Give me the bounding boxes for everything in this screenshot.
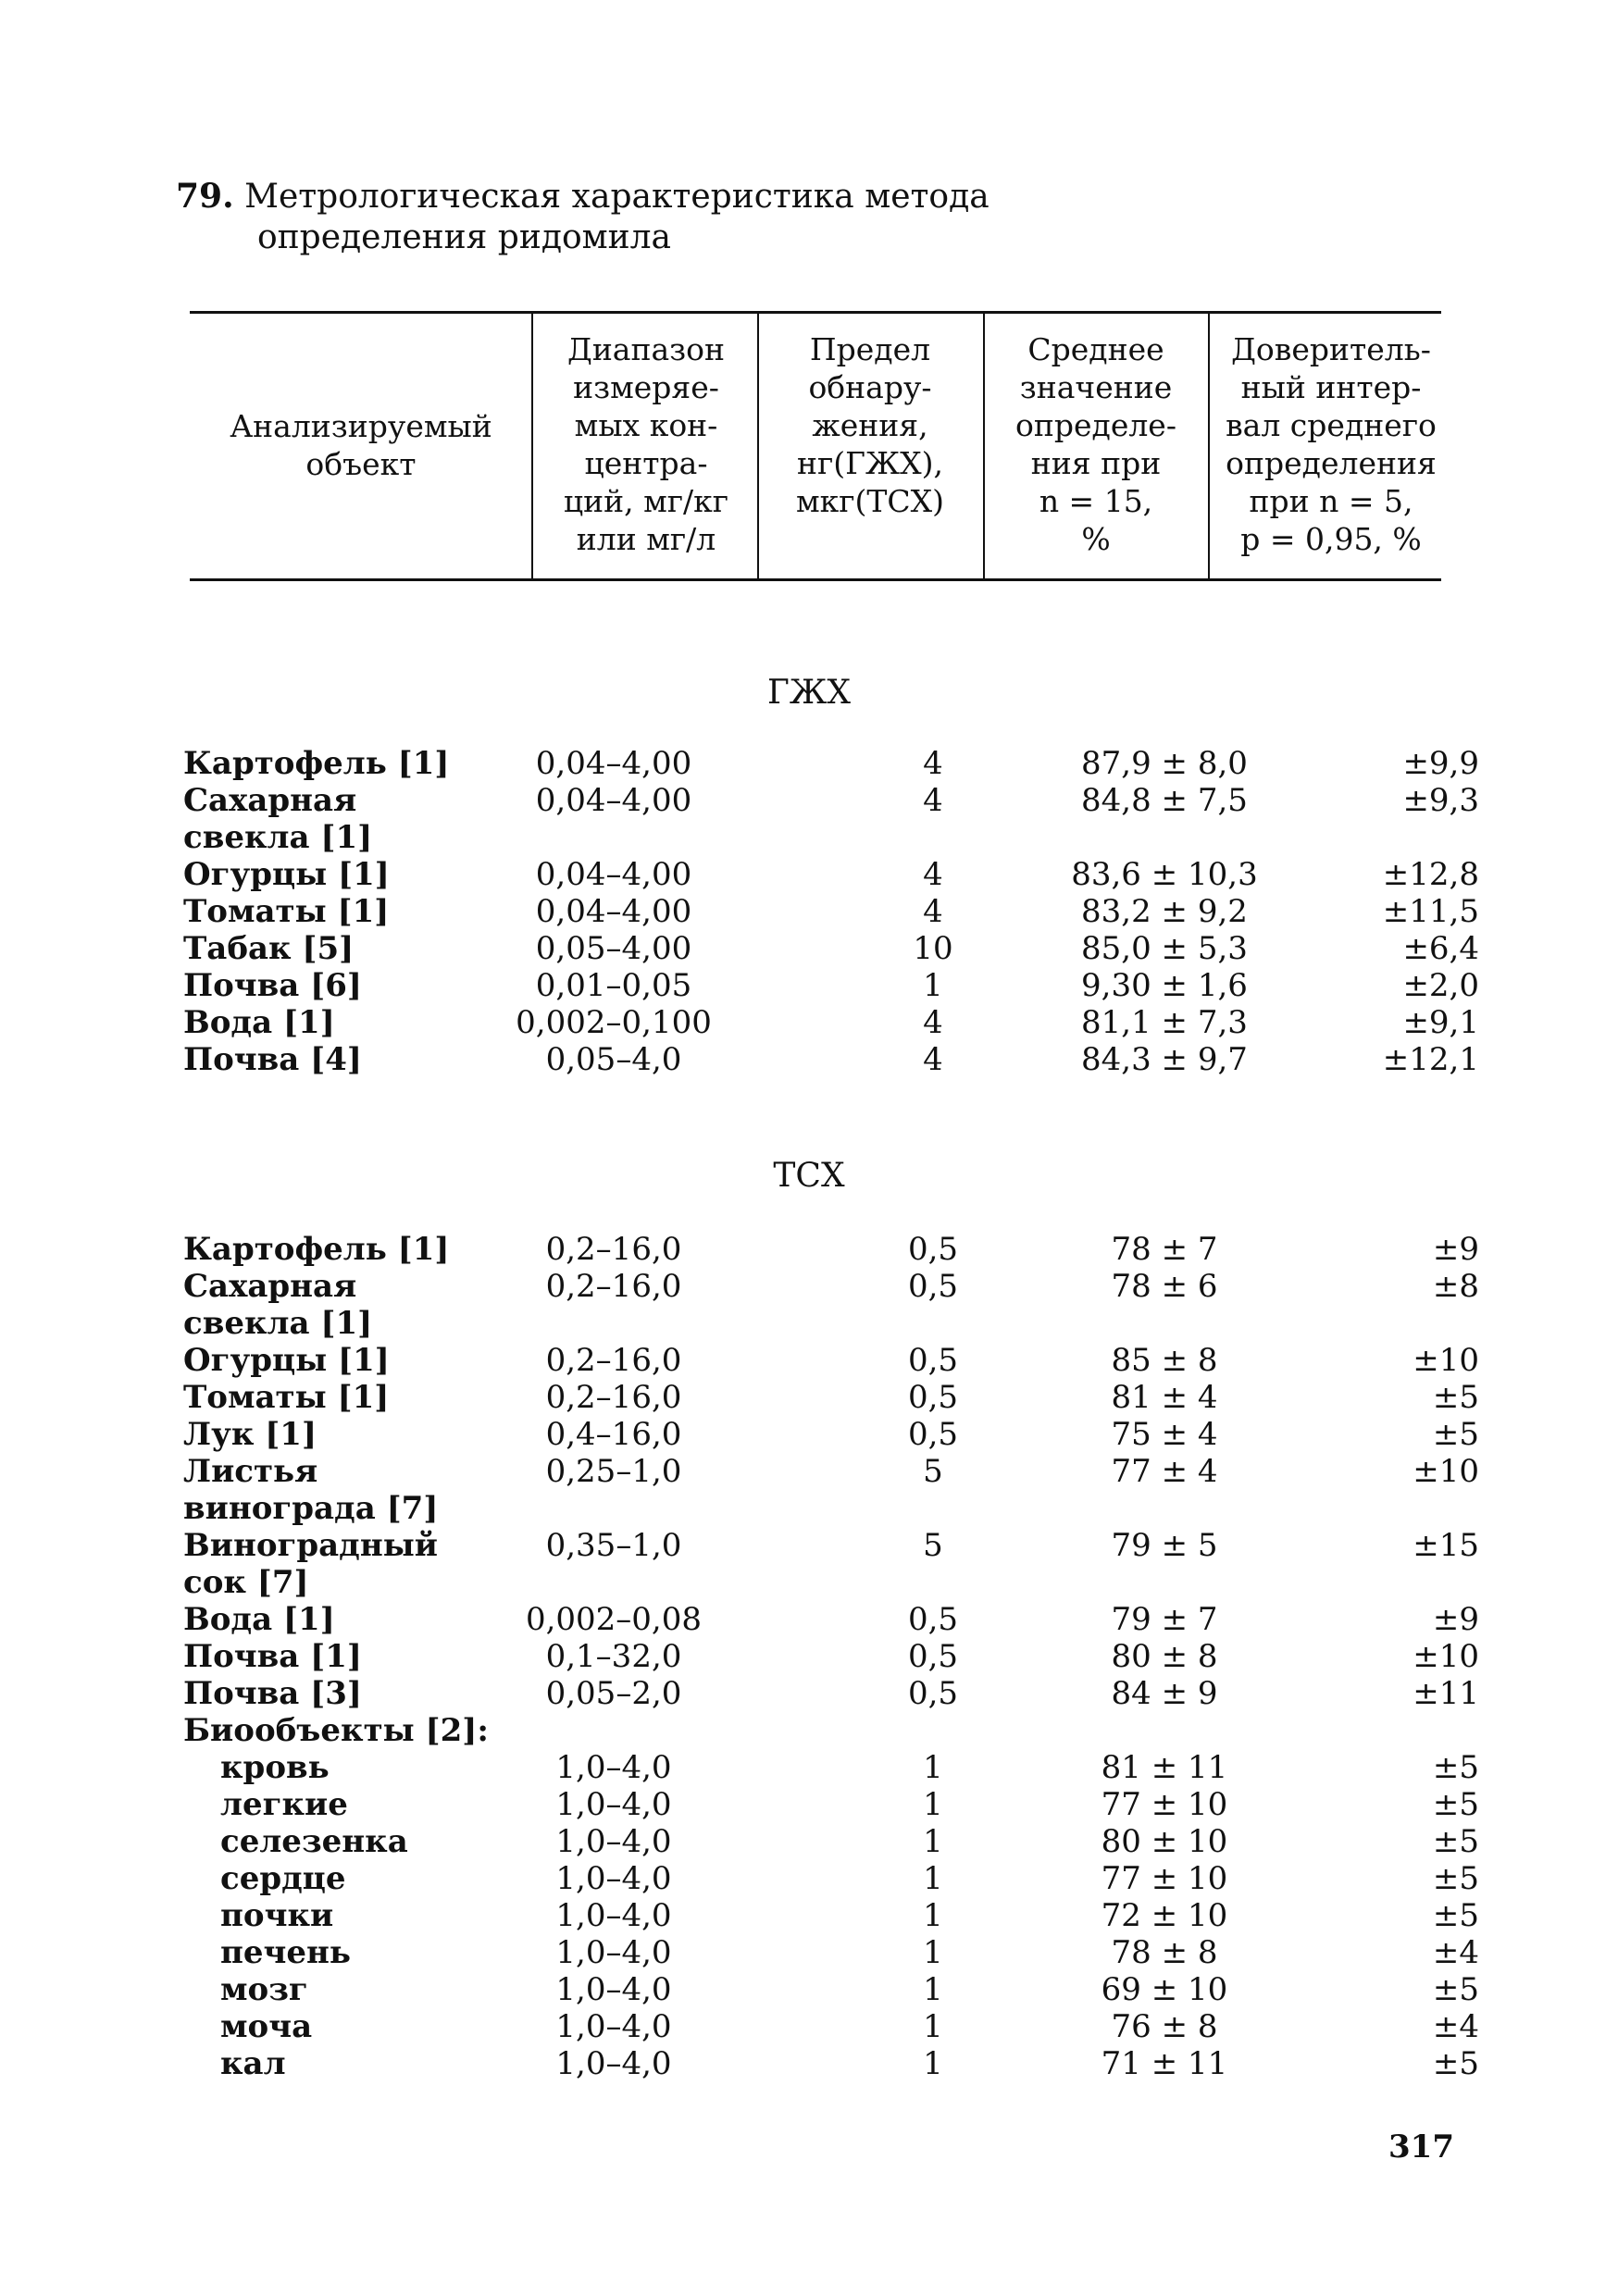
cell-object: Виноградный [183,1527,439,1564]
cell-mean: 81,1 ± 7,3 [1081,1004,1248,1041]
header-line: объект [305,446,417,482]
cell-limit: 1 [923,967,943,1004]
cell-confidence: ±12,8 [1382,856,1479,893]
cell-limit: 4 [923,745,943,782]
cell-object: Томаты [1] [183,1379,390,1416]
cell-object: Картофель [1] [183,1231,450,1268]
cell-limit: 0,5 [907,1379,959,1416]
cell-range: 1,0–4,0 [555,2045,672,2082]
cell-range: 1,0–4,0 [555,1934,672,1971]
header-line: определе- [1014,407,1176,443]
cell-confidence: ±4 [1432,2008,1479,2045]
cell-confidence: ±11,5 [1382,893,1479,930]
header-line: определения [1226,445,1437,481]
cell-mean: 81 ± 4 [1111,1379,1218,1416]
cell-mean: 71 ± 11 [1101,2045,1228,2082]
cell-range: 0,1–32,0 [545,1638,682,1675]
table-row [183,1971,1479,2008]
cell-limit: 10 [913,930,953,967]
header-line: Анализируемый [230,408,492,444]
cell-limit: 1 [923,1934,943,1971]
cell-mean: 78 ± 6 [1111,1268,1218,1305]
table-row [183,1601,1479,1638]
cell-object: Табак [5] [183,930,355,967]
cell-limit: 4 [923,1041,943,1078]
table-row [183,1712,1479,1749]
cell-range: 0,05–2,0 [545,1675,682,1712]
table-row [183,1490,1479,1527]
cell-object: Вода [1] [183,1601,335,1638]
cell-confidence: ±10 [1413,1638,1479,1675]
cell-limit: 1 [923,1749,943,1786]
table-row [183,1305,1479,1342]
cell-object: свекла [1] [183,1305,373,1342]
header-line: Среднее [1027,331,1164,367]
cell-mean: 78 ± 8 [1111,1934,1218,1971]
cell-confidence: ±5 [1432,1897,1479,1934]
table-row [183,1342,1479,1379]
cell-confidence: ±5 [1432,1823,1479,1860]
table-row [183,1786,1479,1823]
header-top-rule [190,311,1441,314]
cell-range: 0,2–16,0 [545,1342,682,1379]
cell-mean: 84 ± 9 [1111,1675,1218,1712]
page-number: 317 [1388,2128,1454,2166]
cell-range: 1,0–4,0 [555,1897,672,1934]
data-rows-tlc [183,1231,1479,2082]
cell-object: кал [220,2045,286,2082]
header-line: жения, [812,407,928,443]
cell-mean: 87,9 ± 8,0 [1081,745,1248,782]
table-row [183,1749,1479,1786]
cell-range: 1,0–4,0 [555,2008,672,2045]
cell-object: винограда [7] [183,1490,439,1527]
cell-mean: 80 ± 8 [1111,1638,1218,1675]
cell-object: мозг [220,1971,308,2008]
header-line: ния при [1030,445,1162,481]
header-line: ный интер- [1240,369,1422,405]
table-row [183,1416,1479,1453]
table-row [183,1638,1479,1675]
header-line: мых кон- [574,407,718,443]
cell-range: 0,04–4,00 [535,856,692,893]
cell-mean: 85 ± 8 [1111,1342,1218,1379]
header-divider [757,313,759,579]
header-bottom-rule [190,578,1441,581]
header-line: нг(ГЖХ), [797,445,943,481]
cell-object: Огурцы [1] [183,1342,390,1379]
header-line: или мг/л [576,521,716,557]
cell-object: Биообъекты [2]: [183,1712,489,1749]
cell-confidence: ±10 [1413,1342,1479,1379]
header-col-range [537,330,755,558]
cell-confidence: ±9 [1432,1601,1479,1638]
table-row [183,1897,1479,1934]
header-line: обнару- [808,369,932,405]
header-col-confidence [1211,330,1451,558]
data-rows-gc [183,745,1479,1078]
cell-range: 1,0–4,0 [555,1823,672,1860]
cell-confidence: ±10 [1413,1453,1479,1490]
cell-object: Сахарная [183,782,357,819]
cell-object: Листья [183,1453,318,1490]
cell-object: Почва [4] [183,1041,362,1078]
cell-mean: 69 ± 10 [1101,1971,1228,2008]
title-line-1: Метрологическая характеристика метода [244,178,989,216]
cell-range: 0,04–4,00 [535,782,692,819]
cell-object: Картофель [1] [183,745,450,782]
header-line: значение [1019,369,1173,405]
cell-range: 0,4–16,0 [545,1416,682,1453]
table-row [183,1675,1479,1712]
cell-object: свекла [1] [183,819,373,856]
header-divider [531,313,533,579]
cell-object: почки [220,1897,334,1934]
cell-range: 0,04–4,00 [535,893,692,930]
cell-limit: 0,5 [907,1231,959,1268]
table-row [183,1379,1479,1416]
header-line: % [1081,521,1111,557]
cell-range: 0,002–0,08 [525,1601,703,1638]
cell-limit: 0,5 [907,1268,959,1305]
cell-confidence: ±9 [1432,1231,1479,1268]
header-line: Доверитель- [1231,331,1431,367]
table-row [183,1564,1479,1601]
cell-mean: 77 ± 10 [1101,1786,1228,1823]
table-row [183,1860,1479,1897]
cell-confidence: ±2,0 [1402,967,1479,1004]
cell-mean: 83,6 ± 10,3 [1071,856,1258,893]
cell-object: легкие [220,1786,348,1823]
cell-range: 0,05–4,00 [535,930,692,967]
cell-confidence: ±15 [1413,1527,1479,1564]
header-line: при n = 5, [1249,483,1413,519]
cell-object: Почва [6] [183,967,362,1004]
cell-limit: 5 [923,1527,943,1564]
header-line: Диапазон [566,331,726,367]
cell-limit: 0,5 [907,1638,959,1675]
cell-range: 0,05–4,0 [545,1041,682,1078]
cell-object: селезенка [220,1823,408,1860]
cell-range: 1,0–4,0 [555,1749,672,1786]
cell-limit: 1 [923,1823,943,1860]
table-row [183,893,1479,930]
section-label-gc: ГЖХ [767,674,851,712]
header-divider [1208,313,1210,579]
table-row [183,1527,1479,1564]
cell-limit: 1 [923,1860,943,1897]
cell-mean: 80 ± 10 [1101,1823,1228,1860]
header-line: Предел [809,331,931,367]
cell-limit: 4 [923,782,943,819]
cell-mean: 81 ± 11 [1101,1749,1228,1786]
header-line: мкг(ТСХ) [795,483,945,519]
cell-mean: 76 ± 8 [1111,2008,1218,2045]
cell-range: 1,0–4,0 [555,1860,672,1897]
header-line: измеряе- [573,369,719,405]
cell-confidence: ±9,3 [1402,782,1479,819]
cell-mean: 77 ± 4 [1111,1453,1218,1490]
cell-confidence: ±9,1 [1402,1004,1479,1041]
table-row [183,782,1479,819]
header-col-object [194,407,528,483]
header-line: центра- [584,445,708,481]
table-title [176,176,989,258]
table-row [183,930,1479,967]
header-line: вал среднего [1226,407,1437,443]
cell-limit: 1 [923,1897,943,1934]
cell-confidence: ±11 [1413,1675,1479,1712]
table-row [183,2008,1479,2045]
cell-range: 0,2–16,0 [545,1268,682,1305]
cell-mean: 72 ± 10 [1101,1897,1228,1934]
header-col-mean [987,330,1205,558]
cell-object: Томаты [1] [183,893,390,930]
cell-limit: 0,5 [907,1675,959,1712]
table-row [183,1453,1479,1490]
cell-confidence: ±5 [1432,1786,1479,1823]
cell-mean: 79 ± 7 [1111,1601,1218,1638]
cell-limit: 1 [923,1786,943,1823]
cell-limit: 1 [923,2008,943,2045]
cell-range: 0,04–4,00 [535,745,692,782]
cell-confidence: ±5 [1432,1379,1479,1416]
cell-range: 0,25–1,0 [545,1453,682,1490]
cell-confidence: ±5 [1432,1860,1479,1897]
table-row [183,967,1479,1004]
header-line: ций, мг/кг [563,483,729,519]
table-row [183,1231,1479,1268]
cell-object: кровь [220,1749,330,1786]
cell-object: Лук [1] [183,1416,317,1453]
table-row [183,856,1479,893]
cell-limit: 0,5 [907,1342,959,1379]
cell-range: 0,2–16,0 [545,1231,682,1268]
header-line: n = 15, [1039,483,1153,519]
table-row [183,1934,1479,1971]
table-row [183,1823,1479,1860]
cell-object: Вода [1] [183,1004,335,1041]
cell-range: 0,2–16,0 [545,1379,682,1416]
cell-object: сок [7] [183,1564,309,1601]
cell-limit: 1 [923,2045,943,2082]
section-label-tlc: ТСХ [773,1157,845,1195]
cell-object: Огурцы [1] [183,856,390,893]
cell-range: 0,01–0,05 [535,967,692,1004]
cell-mean: 78 ± 7 [1111,1231,1218,1268]
cell-object: сердце [220,1860,346,1897]
table-row [183,2045,1479,2082]
cell-confidence: ±5 [1432,1749,1479,1786]
cell-range: 0,35–1,0 [545,1527,682,1564]
cell-object: печень [220,1934,351,1971]
cell-confidence: ±9,9 [1402,745,1479,782]
cell-object: моча [220,2008,313,2045]
cell-confidence: ±5 [1432,1971,1479,2008]
cell-confidence: ±4 [1432,1934,1479,1971]
table-row [183,745,1479,782]
title-line-2: определения ридомила [257,218,672,256]
cell-confidence: ±6,4 [1402,930,1479,967]
table-row [183,1004,1479,1041]
cell-limit: 0,5 [907,1601,959,1638]
cell-limit: 0,5 [907,1416,959,1453]
cell-confidence: ±12,1 [1382,1041,1479,1078]
cell-limit: 4 [923,856,943,893]
table-row [183,819,1479,856]
cell-mean: 75 ± 4 [1111,1416,1218,1453]
cell-limit: 1 [923,1971,943,2008]
cell-confidence: ±5 [1432,2045,1479,2082]
cell-range: 0,002–0,100 [516,1004,712,1041]
cell-mean: 84,3 ± 9,7 [1081,1041,1248,1078]
cell-mean: 9,30 ± 1,6 [1081,967,1248,1004]
cell-limit: 4 [923,893,943,930]
table-number: 79. [176,177,234,216]
cell-range: 1,0–4,0 [555,1971,672,2008]
cell-confidence: ±8 [1432,1268,1479,1305]
cell-mean: 83,2 ± 9,2 [1081,893,1248,930]
table-row [183,1041,1479,1078]
cell-mean: 85,0 ± 5,3 [1081,930,1248,967]
cell-mean: 79 ± 5 [1111,1527,1218,1564]
header-line: p = 0,95, % [1240,521,1422,557]
header-divider [983,313,985,579]
cell-mean: 77 ± 10 [1101,1860,1228,1897]
cell-confidence: ±5 [1432,1416,1479,1453]
table-row [183,1268,1479,1305]
cell-object: Сахарная [183,1268,357,1305]
cell-object: Почва [1] [183,1638,362,1675]
header-col-limit [761,330,979,520]
cell-limit: 5 [923,1453,943,1490]
cell-range: 1,0–4,0 [555,1786,672,1823]
cell-limit: 4 [923,1004,943,1041]
cell-object: Почва [3] [183,1675,362,1712]
cell-mean: 84,8 ± 7,5 [1081,782,1248,819]
